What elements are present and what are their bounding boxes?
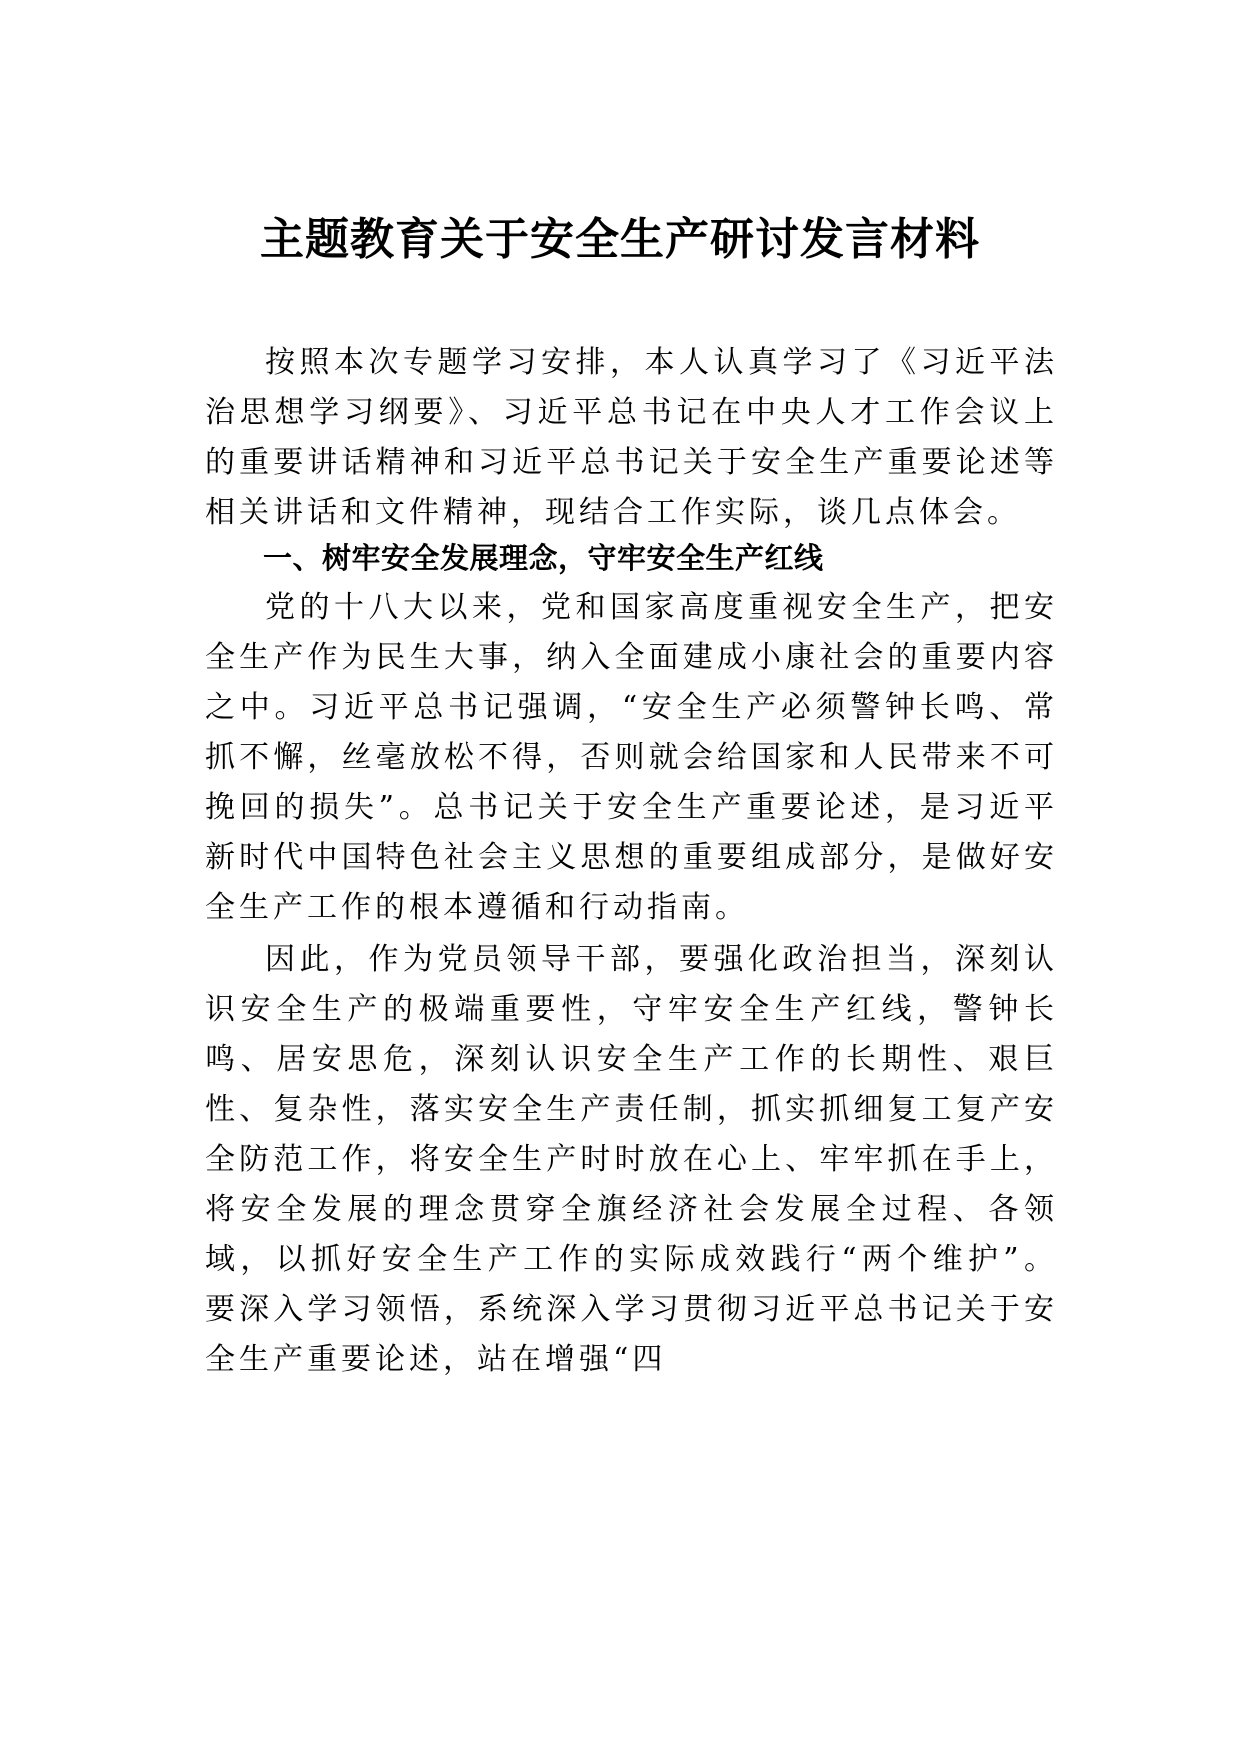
body-section-1-continued (205, 935, 1058, 1385)
document-title: 主题教育关于安全生产研讨发言材料 (260, 214, 980, 265)
section-heading-1: 一、树牢安全发展理念，守牢安全生产红线 (263, 541, 824, 575)
body-section-1 (205, 533, 1058, 933)
paragraph-section-1: 党的十八大以来，党和国家高度重视安全生产，把安全生产作为民生大事，纳入全面建成小康社会的重要内容之中。习近平总书记强调，“安全生产必须警钟长鸣、常抓不懈，丝毫放松不得，否则就会给国家和人民带来不可挽回的损失”。总书记关于安全生产重要论述，是习近平新时代中国特色社会主义思想的重要组成部分，是做好安全生产工作的根本遵循和行动指南。 (205, 590, 1058, 925)
paragraph-section-1-continued: 因此，作为党员领导干部，要强化政治担当，深刻认识安全生产的极端重要性，守牢安全生产红线，警钟长鸣、居安思危，深刻认识安全生产工作的长期性、艰巨性、复杂性，落实安全生产责任制，抓实抓细复工复产安全防范工作，将安全生产时时放在心上、牢牢抓在手上，将安全发展的理念贯穿全旗经济社会发展全过程、各领域，以抓好安全生产工作的实际成效践行“两个维护”。要深入学习领悟，系统深入学习贯彻习近平总书记关于安全生产重要论述，站在增强“四 (205, 942, 1058, 1377)
body-intro (205, 338, 1058, 538)
paragraph-intro: 按照本次专题学习安排，本人认真学习了《习近平法治思想学习纲要》、习近平总书记在中央人才工作会议上的重要讲话精神和习近平总书记关于安全生产重要论述等相关讲话和文件精神，现结合工作实际，谈几点体会。 (205, 345, 1058, 530)
